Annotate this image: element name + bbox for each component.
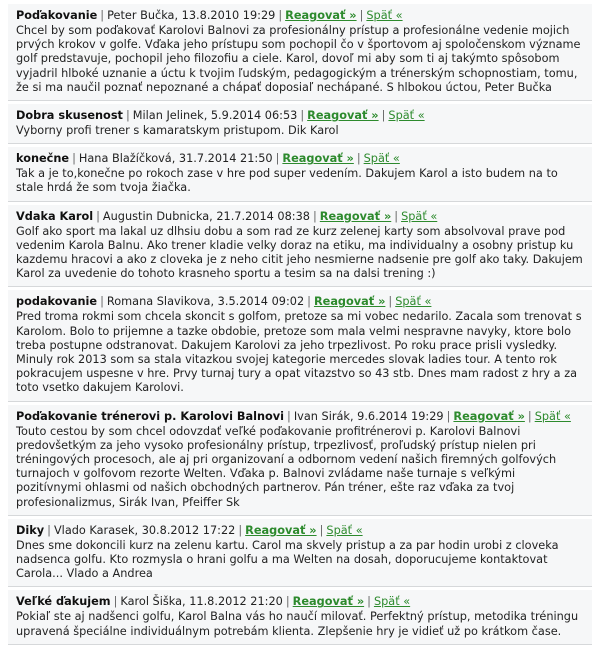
entry-title: Poďakovanie [16,9,98,22]
entry-date: 9.6.2014 19:29 [357,409,444,423]
entry-author: Milan Jelinek [132,109,204,123]
separator: | [307,295,311,309]
entry-date: 21.7.2014 08:38 [216,209,310,223]
back-link[interactable]: Späť « [401,209,438,223]
entry-author: Hana Blažíčková [78,152,172,166]
entry-date: 30.8.2012 17:22 [141,523,236,537]
entry-date: 5.9.2014 06:53 [210,109,298,123]
entry-title: konečne [16,152,70,166]
guestbook-entry [8,290,592,401]
separator: | [113,595,118,609]
entry-text: Pokiaľ ste aj nadšenci golfu, Karol Balna vás ho naučí milovať. Perfektný prístup, metodika tréningu upravená špeciálne individuálnym potrebám klienta. Zlepšenie hry je vidieť už po krátkom čase. [16,610,579,638]
separator: | [446,409,451,423]
comma: , [203,109,211,123]
comma: , [134,523,142,537]
entry-text: Vyborny profi trener s kamaratskym pristupom. Dik Karol [16,124,339,138]
separator: | [381,109,386,123]
entry-header [16,409,584,424]
entry-date: 11.8.2012 21:20 [189,595,283,609]
guestbook-entry [8,519,592,588]
entry-title: Veľké ďakujem [16,595,111,609]
entry-text: Touto cestou by som chcel odovzdať veľké poďakovanie profitrénerovi p. Karolovi Balnovi predovšetkým za jeho vysoko profesionálny prístup, trpezlivosť, proľudský prístup nielen pri tréningových procesoch, ale aj pri organizovaní a odbornom vedení našich firemných golfových turnajoch v golfovom rezorte Welten. Vďaka p. Balnovi zvládame naše turnaje s veľkými pozitívnymi ohlasmi od našich obchodných partnerov. Pán tréner, ešte raz vďaka za tvoj profesionalizmus, Sirák Ivan, Pfeiffer Sk [16,424,557,509]
entry-author: Ivan Sirák [293,409,350,423]
reply-link[interactable]: Reagovať » [307,109,379,123]
separator: | [300,109,305,123]
entry-date: 13.8.2010 19:29 [181,9,276,22]
back-link[interactable]: Späť « [373,595,411,609]
guestbook-entry [8,104,592,144]
entry-header [16,8,584,23]
reply-link[interactable]: Reagovať » [453,409,525,423]
separator: | [100,9,105,22]
guestbook-entry [8,4,592,101]
separator: | [100,295,104,309]
reply-link[interactable]: Reagovať » [319,209,392,223]
separator: | [367,595,371,609]
reply-link[interactable]: Reagovať » [245,523,317,537]
separator: | [285,595,290,609]
separator: | [125,109,130,123]
separator: | [319,523,324,537]
entry-header [16,294,584,309]
entry-title: Diky [16,523,45,537]
entry-author: Vlado Karasek [53,523,135,537]
entry-author: Peter Bučka [107,9,175,22]
entry-author: Karol Šiška [120,595,183,609]
entry-author: Augustin Dubnicka [102,209,210,223]
separator: | [278,9,283,22]
entry-title: podakovanie [16,295,98,309]
guestbook-entry [8,147,592,201]
entry-author: Romana Slavikova [106,295,211,309]
reply-link[interactable]: Reagovať » [282,152,354,166]
separator: | [527,409,532,423]
entry-text: Chcel by som poďakovať Karolovi Balnovi za profesionálny prístup a profesionálne vedenie mojich prvých krokov v golfe. Vďaka jeho prístupu som pochopil čo v športovom aj spoločenskom význame golf predstavuje, pochopil jeho filozofiu a ciele. Karol, dovoľ mi aby som ti aj takýmto spôsobom vyjadril hlboké uznanie a úctu k tvojim ľudským, pedagogickým a trénerským schopnostiam, tomu, že si ma naučil poznať nepoznané a chápať doposiaľ nechápané. S hlbokou úctou, Peter Bučka [16,24,581,94]
separator: | [96,209,100,223]
entry-header [16,151,584,166]
entry-text: Dnes sme dokoncili kurz na zelenu kartu. Carol ma skvely pristup a za par hodin urobi z cloveka nadsenca golfu. Kto rozmysla o hrani golfu a ma Welten na dosah, doporucujeme kontaktovat Carola... Vlado a Andrea [16,538,559,581]
reply-link[interactable]: Reagovať » [313,295,386,309]
entry-date: 31.7.2014 21:50 [178,152,273,166]
entry-text: Pred troma rokmi som chcela skoncit s golfom, pretoze sa mi vobec nedarilo. Zacala som trenovat s Karolom. Bolo to prijemne a tazke obdobie, pretoze som mala velmi nespravne navyky, ktore bolo treba postupne odstranovat. Dakujem Karolovi za jeho trpezlivost. Po roku prace prisli vysledky. Minuly rok 2013 som sa stala vitazkou svojej kategorie mercedes slovak ladies tour. A tento rok pokracujem uspesne v hre. Prvy turnaj tury a opat vitazstvo so 43 stb. Dnes mam radost z hry a za toto vsetko dakujem Karolovi. [16,310,582,395]
separator: | [356,152,361,166]
separator: | [238,523,243,537]
back-link[interactable]: Späť « [366,9,403,22]
separator: | [388,295,393,309]
entry-text: Tak a je to,konečne po rokoch zase v hre pod super vedením. Dakujem Karol a isto budem na to stale hrdá že som tvoja žiačka. [16,167,558,195]
entry-title: Vdaka Karol [16,209,94,223]
comma: , [209,209,217,223]
comma: , [349,409,358,423]
separator: | [287,409,291,423]
entry-header [16,594,584,609]
separator: | [394,209,399,223]
back-link[interactable]: Späť « [363,152,400,166]
guestbook-entry [8,405,592,516]
separator: | [359,9,364,22]
back-link[interactable]: Späť « [395,295,432,309]
entry-header [16,523,584,538]
reply-link[interactable]: Reagovať » [285,9,357,22]
comma: , [171,152,179,166]
entry-title: Dobra skusenost [16,109,123,123]
comma: , [210,295,218,309]
entry-header [16,108,584,123]
reply-link[interactable]: Reagovať » [292,595,365,609]
entry-header [16,209,584,224]
comma: , [174,9,182,22]
separator: | [72,152,76,166]
entry-title: Poďakovanie trénerovi p. Karolovi Balnovi [16,409,285,423]
entry-date: 3.5.2014 09:02 [217,295,305,309]
comma: , [182,595,190,609]
separator: | [312,209,317,223]
back-link[interactable]: Späť « [326,523,363,537]
entry-text: Golf ako sport ma lakal uz dlhsiu dobu a som rad ze kurz zelenej karty som absolvoval prave pod vedenim Karola Balnu. Ako trener kladie velky doraz na etiku, ma individualny a osobny pristup ku kazdemu hracovi a ako z cloveka je z neho citit jeho nesmierne nadsenie pre golf ako taky. Dakujem Karol za uvedenie do tohoto krasneho sportu a tesim sa na dalsi trening :) [16,224,583,281]
back-link[interactable]: Späť « [534,409,571,423]
back-link[interactable]: Späť « [388,109,425,123]
separator: | [275,152,280,166]
separator: | [47,523,51,537]
guestbook-entry [8,590,592,644]
guestbook-entry [8,205,592,288]
